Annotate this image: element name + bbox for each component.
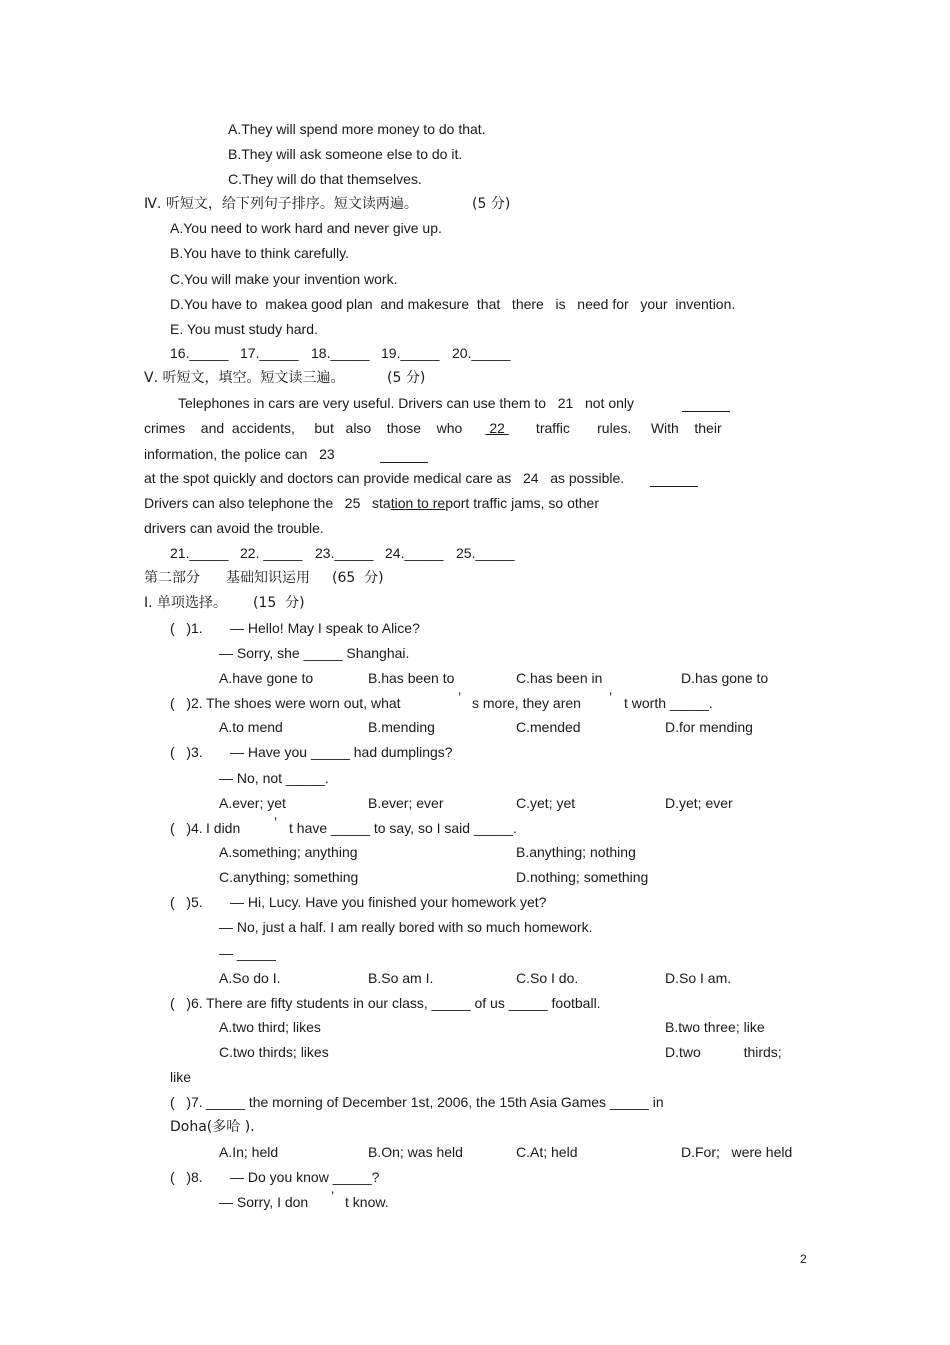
sentence-item: B.You have to think carefully.: [170, 245, 349, 261]
choice-option[interactable]: D.yet; ever: [665, 795, 733, 811]
question-5-number: ( )5.: [170, 894, 203, 910]
answer-blank-18[interactable]: 18._____: [311, 345, 370, 361]
choice-option[interactable]: C.So I do.: [516, 970, 579, 986]
passage-line: [144, 419, 722, 437]
answer-blank-19[interactable]: 19._____: [381, 345, 440, 361]
question-text: s more, they aren: [472, 695, 581, 711]
passage-line: at the spot quickly and doctors can provide medical care as 24 as possible.: [144, 470, 625, 486]
sentence-item: E. You must study hard.: [170, 321, 318, 337]
question-3-number: ( )3.: [170, 744, 203, 760]
passage-text: traffic rules. With their: [528, 420, 722, 436]
choice-option[interactable]: B.two three; like: [665, 1019, 765, 1035]
choice-option[interactable]: A.something; anything: [219, 844, 358, 860]
answer-blank-16[interactable]: 16._____: [170, 345, 229, 361]
passage-blank: [650, 472, 698, 487]
choice-option-wrap: like: [170, 1069, 192, 1085]
passage-line: drivers can avoid the trouble.: [144, 520, 324, 536]
choice-option[interactable]: B.On; was held: [368, 1144, 463, 1160]
section-1-score: (15 分): [253, 595, 305, 611]
dialogue-line: — No, not _____.: [219, 770, 329, 786]
passage-text: port traffic jams, so other: [445, 495, 599, 511]
section-5-heading: Ⅴ. 听短文，填空。短文读三遍。: [144, 370, 345, 386]
answer-blank-24[interactable]: 24._____: [385, 545, 444, 561]
question-7-number: ( )7.: [170, 1094, 203, 1110]
sentence-item: A.You need to work hard and never give up.: [170, 220, 442, 236]
passage-blank: [380, 448, 428, 463]
choice-option[interactable]: B.has been to: [368, 670, 455, 686]
dialogue-line: t know.: [345, 1194, 389, 1210]
choice-option[interactable]: C.two thirds; likes: [219, 1044, 329, 1060]
question-2-number: ( )2.: [170, 695, 203, 711]
part-2-subheading: 基础知识运用: [226, 570, 310, 586]
apostrophe: ’: [274, 814, 278, 830]
choice-option[interactable]: A.ever; yet: [219, 795, 286, 811]
choice-option[interactable]: A.have gone to: [219, 670, 314, 686]
section-4-score: (5 分): [472, 196, 511, 212]
passage-text: crimes and accidents, but also those who: [144, 420, 467, 436]
answer-blank-23[interactable]: 23._____: [315, 545, 374, 561]
answer-blank-20[interactable]: 20._____: [452, 345, 511, 361]
passage-blank: [682, 397, 730, 412]
choice-option[interactable]: C.yet; yet: [516, 795, 576, 811]
choice-option[interactable]: C.has been in: [516, 670, 603, 686]
passage-text: tion to re: [390, 495, 446, 511]
question-text-wrap: Doha(多哈 ).: [170, 1119, 255, 1135]
dialogue-line: — Sorry, I don: [219, 1194, 309, 1210]
choice-option[interactable]: D.For; were held: [681, 1144, 793, 1160]
choice-option[interactable]: D.nothing; something: [516, 869, 649, 885]
section-4-heading: Ⅳ. 听短文，给下列句子排序。短文读两遍。: [144, 196, 418, 212]
question-text: I didn: [206, 820, 241, 836]
dialogue-line: — Sorry, she _____ Shanghai.: [219, 645, 410, 661]
dialogue-line: — Have you _____ had dumplings?: [230, 744, 453, 760]
answer-blank-17[interactable]: 17._____: [240, 345, 299, 361]
option-b: B.They will ask someone else to do it.: [228, 146, 463, 162]
dialogue-line: — _____: [219, 945, 276, 961]
question-4-number: ( )4.: [170, 820, 203, 836]
passage-line: information, the police can 23: [144, 446, 335, 462]
section-1-heading: Ⅰ. 单项选择。: [144, 595, 228, 611]
choice-option[interactable]: B.mending: [368, 719, 435, 735]
part-2-heading: 第二部分: [144, 570, 200, 586]
question-text: _____ the morning of December 1st, 2006, the 15th Asia Games _____ in: [206, 1094, 664, 1110]
choice-option[interactable]: C.At; held: [516, 1144, 578, 1160]
choice-option[interactable]: C.anything; something: [219, 869, 359, 885]
question-text: t have _____ to say, so I said _____.: [289, 820, 517, 836]
question-text: There are fifty students in our class, _____ of us _____ football.: [206, 995, 601, 1011]
passage-line: Telephones in cars are very useful. Drivers can use them to 21 not only: [178, 395, 635, 411]
dialogue-line: — Hi, Lucy. Have you finished your homework yet?: [230, 894, 547, 910]
apostrophe: ’: [458, 689, 462, 705]
question-text: t worth _____.: [624, 695, 713, 711]
option-a: A.They will spend more money to do that.: [228, 121, 486, 137]
answer-blank-22[interactable]: 22. _____: [240, 545, 303, 561]
question-8-number: ( )8.: [170, 1169, 203, 1185]
question-1-number: ( )1.: [170, 620, 203, 636]
question-6-number: ( )6.: [170, 995, 203, 1011]
question-text: The shoes were worn out, what: [206, 695, 401, 711]
choice-option[interactable]: A.to mend: [219, 719, 283, 735]
passage-text: Drivers can also telephone the 25 sta: [144, 495, 391, 511]
dialogue-line: — Hello! May I speak to Alice?: [230, 620, 420, 636]
section-5-score: (5 分): [387, 370, 426, 386]
apostrophe: ’: [331, 1188, 335, 1204]
choice-option[interactable]: A.In; held: [219, 1144, 279, 1160]
choice-option[interactable]: B.ever; ever: [368, 795, 444, 811]
dialogue-line: — No, just a half. I am really bored with so much homework.: [219, 919, 593, 935]
option-c: C.They will do that themselves.: [228, 171, 422, 187]
answer-blank-21[interactable]: 21._____: [170, 545, 229, 561]
choice-option[interactable]: B.So am I.: [368, 970, 434, 986]
page-number: 2: [800, 1252, 807, 1266]
dialogue-line: — Do you know _____?: [230, 1169, 380, 1185]
apostrophe: ’: [609, 689, 613, 705]
choice-option[interactable]: D.for mending: [665, 719, 753, 735]
choice-option[interactable]: C.mended: [516, 719, 581, 735]
choice-option[interactable]: A.So do I.: [219, 970, 281, 986]
passage-line: [144, 494, 599, 512]
part-2-score: (65 分): [332, 570, 384, 586]
choice-option[interactable]: D.So I am.: [665, 970, 732, 986]
sentence-item: C.You will make your invention work.: [170, 271, 398, 287]
answer-blank-25[interactable]: 25._____: [456, 545, 515, 561]
choice-option[interactable]: D.two thirds;: [665, 1044, 782, 1060]
blank-22: 22: [485, 420, 509, 436]
choice-option[interactable]: D.has gone to: [681, 670, 769, 686]
sentence-item: D.You have to makea good plan and makesure that there is need for your invention.: [170, 296, 736, 312]
choice-option[interactable]: B.anything; nothing: [516, 844, 636, 860]
choice-option[interactable]: A.two third; likes: [219, 1019, 321, 1035]
